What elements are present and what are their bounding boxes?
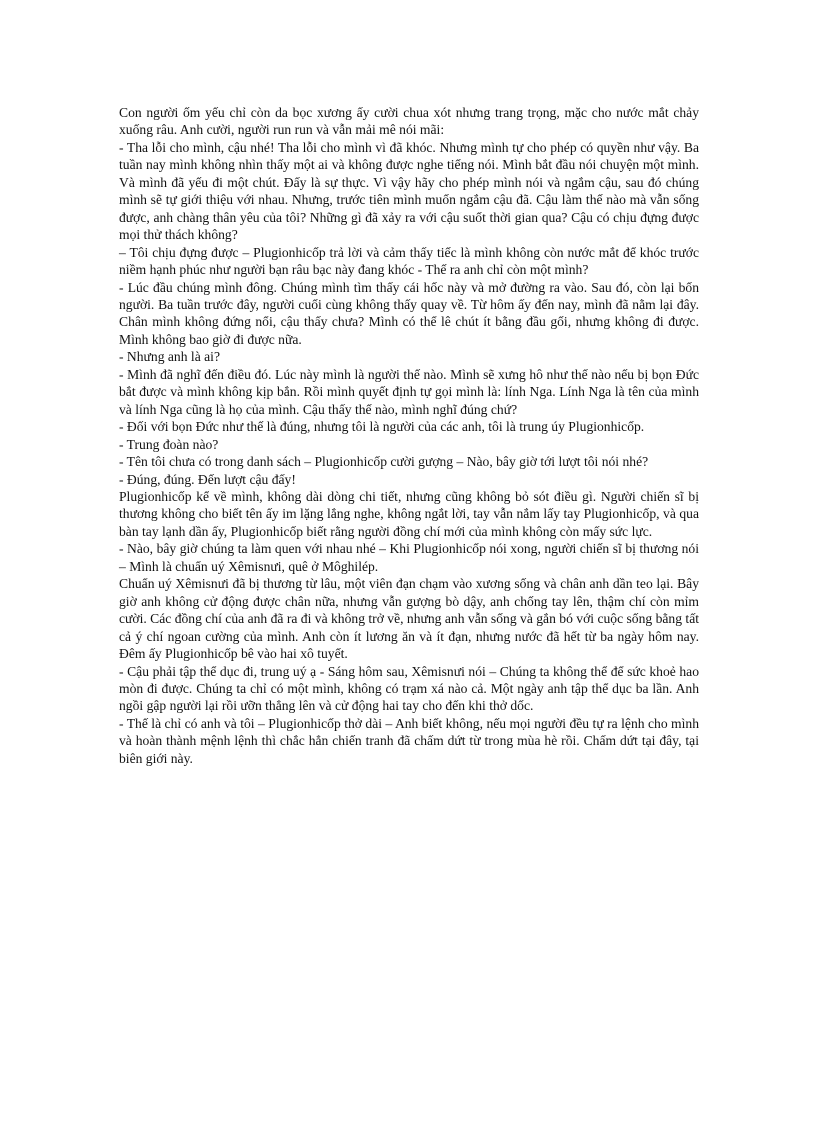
paragraph-dialogue-regiment: - Trung đoàn nào? (119, 436, 219, 452)
paragraph-narration-wounded: Chuẩn uý Xêmisnưi đã bị thương từ lâu, một viên đạn chạm vào xương sống và chân anh dần teo lại. Bây giờ anh không cử động được chân nữa, nhưng vẫn gượng bò dậy, anh chống tay lên, thậm chí còn mỉm cười. Các đồng chí của anh đã ra đi và không trở về, nhưng anh vẫn sống và gắn bó với cuộc sống bằng tất cả ý chí ngoan cường của mình. Anh còn ít lương ăn và ít đạn, nhưng nước đã hết từ ba ngày hôm nay. Đêm ấy Plugionhicốp bê vào hai xô tuyết. (119, 576, 699, 662)
paragraph-dialogue-russian-soldier: - Mình đã nghĩ đến điều đó. Lúc này mình là người thế nào. Mình sẽ xưng hô như thế nào nếu bị bọn Đức bắt được và mình không kịp bắn. Rồi mình quyết định tự gọi mình là: lính Nga. Lính Nga là tên của mình và lính Nga cũng là họ của mình. Cậu thấy thế nào, mình nghĩ đúng chứ? (119, 366, 699, 417)
paragraph-dialogue-not-listed: - Tên tôi chưa có trong danh sách – Plugionhicốp cười gượng – Nào, bây giờ tới lượt tôi nói nhé? (119, 454, 649, 470)
paragraph-narration-story: Plugionhicốp kể về mình, không dài dòng chi tiết, nhưng cũng không bỏ sót điều gì. Người chiến sĩ bị thương không cho biết tên ấy im lặng lắng nghe, không ngắt lời, tay vẫn nắm lấy tay Plugionhicốp, và qua bàn tay lạnh dần ấy, Plugionhicốp biết rằng người đồng chí mới của mình không còn mấy sức lực. (119, 488, 699, 539)
paragraph-dialogue-introduction: - Nào, bây giờ chúng ta làm quen với nhau nhé – Khi Plugionhicốp nói xong, người chiến sĩ bị thương nói – Mình là chuẩn uý Xêmisnưi, quê ở Môghilép. (119, 541, 699, 574)
paragraph-dialogue-exercise: - Cậu phải tập thể dục đi, trung uý ạ - Sáng hôm sau, Xêmisnưi nói – Chúng ta không thể để sức khoẻ hao mòn đi được. Chúng ta chỉ có một mình, không có trạm xá nào cả. Một ngày anh tập thể dục ba lần. Anh ngồi gập người lại rồi ưỡn thẳng lên và cử động hai tay cho đến khi thở dốc. (119, 663, 699, 714)
paragraph-narration-intro: Con người ốm yếu chỉ còn da bọc xương ấy cười chua xót nhưng trang trọng, mặc cho nước mắt chảy xuống râu. Anh cười, người run run và vẫn mải mê nói mãi: (119, 105, 699, 138)
paragraph-dialogue-only-us: - Thế là chỉ có anh và tôi – Plugionhicốp thở dài – Anh biết không, nếu mọi người đều tự ra lệnh cho mình và hoàn thành mệnh lệnh thì chắc hẳn chiến tranh đã chấm dứt từ trong mùa hè rồi. Chấm dứt tại đây, tại biên giới này. (119, 715, 699, 766)
paragraph-dialogue-who-are-you: - Nhưng anh là ai? (119, 349, 220, 365)
paragraph-dialogue-apology: - Tha lỗi cho mình, cậu nhé! Tha lỗi cho mình vì đã khóc. Nhưng mình tự cho phép có quyền như vậy. Ba tuần nay mình không nhìn thấy một ai và không được nghe tiếng nói. Mình bắt đầu nói chuyện một mình. Và mình đã yếu đi một chút. Đấy là sự thực. Vì vậy hãy cho phép mình nói và ngắm cậu, sau đó chúng mình sẽ tự giới thiệu với nhau. Nhưng, trước tiên mình muốn ngắm cậu đã. Cậu làm thế nào mà vẫn sống được, anh chàng thân yêu của tôi? Những gì đã xảy ra với cậu suốt thời gian qua? Cậu có chịu đựng được mọi thử thách không? (119, 139, 699, 243)
paragraph-dialogue-your-turn: - Đúng, đúng. Đến lượt cậu đấy! (119, 471, 296, 487)
document-page (119, 104, 699, 767)
paragraph-dialogue-beginning: - Lúc đầu chúng mình đông. Chúng mình tìm thấy cái hốc này và mở đường ra vào. Sau đó, còn lại bốn người. Ba tuần trước đây, người cuối cùng không thấy quay về. Từ hôm ấy đến nay, mình đã nằm lại đây. Chân mình không đứng nổi, cậu thấy chưa? Mình có thể lê chút ít bằng đầu gối, nhưng không đi được. Mình không bao giờ đi được nữa. (119, 279, 699, 347)
paragraph-dialogue-lieutenant: - Đối với bọn Đức như thế là đúng, nhưng tôi là người của các anh, tôi là trung úy Plugionhicốp. (119, 419, 645, 435)
paragraph-dialogue-plugionhicop-reply: – Tôi chịu đựng được – Plugionhicốp trả lời và cảm thấy tiếc là mình không còn nước mắt để khóc trước niềm hạnh phúc như người bạn râu bạc này đang khóc - Thế ra anh chỉ còn một mình? (119, 244, 699, 278)
